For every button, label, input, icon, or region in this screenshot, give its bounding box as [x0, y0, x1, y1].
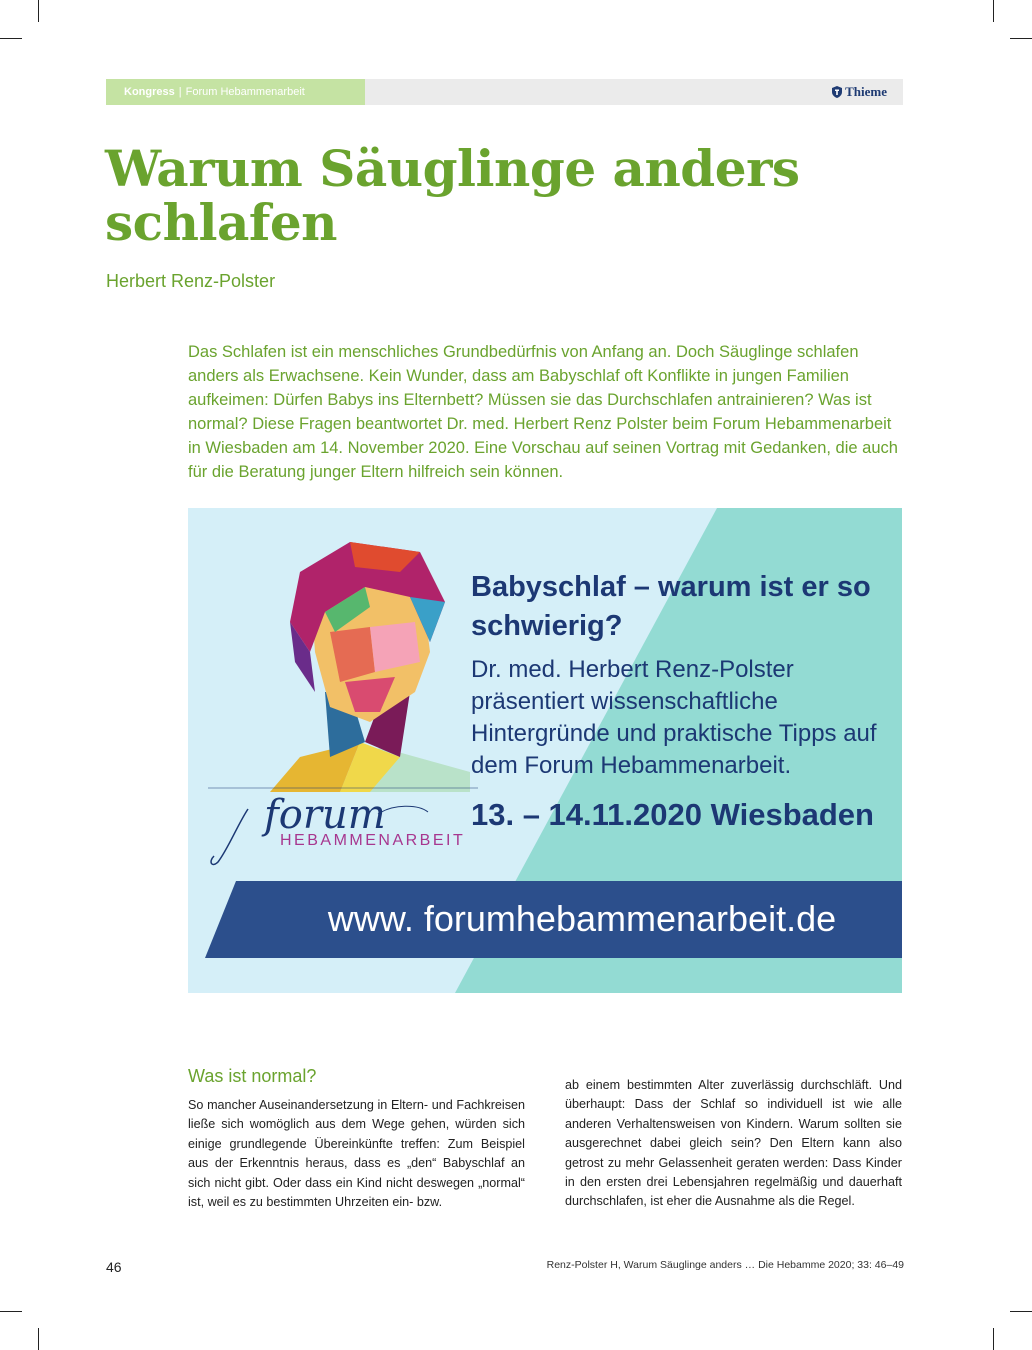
page-number: 46: [106, 1259, 122, 1275]
crop-mark: [38, 0, 39, 22]
subsection-name: Forum Hebammenarbeit: [185, 86, 305, 98]
event-date: 13. – 14.11.2020 Wiesbaden: [471, 797, 874, 832]
section-label: [106, 79, 365, 105]
publisher-name: Thieme: [845, 84, 887, 99]
portrait-illustration: [270, 542, 470, 792]
logo-subtitle: HEBAMMENARBEIT: [280, 832, 466, 849]
body-column-left: So mancher Auseinandersetzung in Eltern- und Fachkreisen ließe sich womöglich aus dem Wege gehen, würden sich einige grundlegende Übereinkünfte treffen: Zum Beispiel aus der Erkenntnis heraus, dass es „den“ Babyschlaf an sich nicht gibt. Oder dass ein Kind nicht deswegen „normal“ ist, weil es zu bestimmten Uhrzeiten ein- bzw.: [188, 1098, 525, 1210]
thieme-shield-icon: [832, 86, 842, 98]
article-lead: Das Schlafen ist ein menschliches Grundbedürfnis von Anfang an. Doch Säuglinge schlafen anders als Erwachsene. Kein Wunder, dass am Babyschlaf oft Konflikte in jungen Familien aufkeimen: Dürfen Babys ins Elternbett? Müssen sie das Durchschlafen antrainieren? Was ist normal? Diese Fragen beantwortet Dr. med. Herbert Renz Polster beim Forum Hebammenarbeit in Wiesbaden am 14. November 2020. Eine Vorschau auf seinen Vortrag mit Gedanken, die auch für die Beratung junger Eltern hilfreich sein können.: [188, 343, 898, 481]
crop-mark: [38, 1328, 39, 1350]
citation-footer: Renz-Polster H, Warum Säuglinge anders … Die Hebamme 2020; 33: 46–49: [546, 1259, 904, 1271]
banner-headline: Babyschlaf – warum ist er so schwierig?: [471, 571, 871, 642]
forum-logo: [208, 784, 478, 866]
crop-mark: [0, 38, 22, 39]
banner-body: Dr. med. Herbert Renz-Polster präsentiert wissenschaftliche Hintergründe und praktische Tipps auf dem Forum Hebammenarbeit.: [471, 656, 877, 779]
article-author: Herbert Renz-Polster: [106, 271, 276, 291]
crop-mark: [0, 1311, 22, 1312]
crop-mark: [1010, 1311, 1032, 1312]
body-column-right: ab einem bestimmten Alter zuverlässig durchschläft. Und überhaupt: Dass der Schlaf so individuell ist wie alle anderen Verhaltensweisen von Kindern. Warum sollten sie ausgerechnet dabei gleich sein? Den Eltern kann also getrost zu mehr Gelassenheit geraten werden: Dass Kinder in den ersten drei Lebensjahren regelmäßig und dauerhaft durchschlafen, ist eher die Ausnahme als die Regel.: [565, 1078, 902, 1209]
crop-mark: [993, 1328, 994, 1350]
logo-wordmark: forum: [264, 792, 386, 838]
article-title: Warum Säuglinge anders schlafen: [105, 139, 800, 252]
header-separator: |: [178, 86, 182, 98]
crop-mark: [993, 0, 994, 22]
event-url[interactable]: www. forumhebammenarbeit.de: [327, 898, 837, 939]
section-heading: Was ist normal?: [188, 1066, 317, 1086]
event-banner: [188, 508, 902, 993]
running-header: [106, 79, 903, 105]
crop-mark: [1010, 38, 1032, 39]
section-name: Kongress: [124, 86, 175, 98]
publisher-logo: [832, 79, 887, 105]
